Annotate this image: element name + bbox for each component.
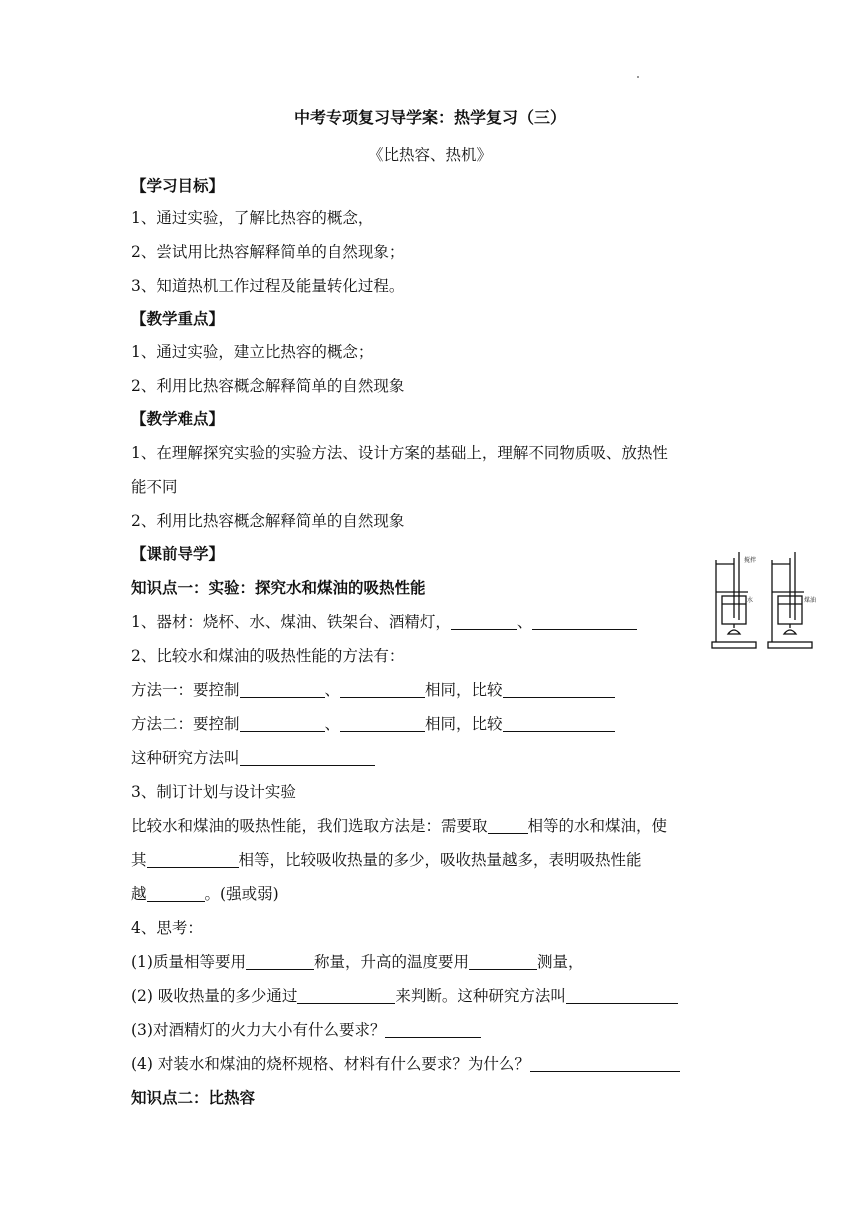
label-water: 水 [747, 597, 754, 604]
materials-line [131, 612, 637, 632]
method-name-blank[interactable] [240, 749, 375, 766]
think-title: 4、思考： [131, 919, 203, 937]
question-4 [131, 1054, 680, 1074]
question-3 [131, 1020, 481, 1040]
plan-text: 相等的水和煤油，使 [527, 817, 668, 835]
method-2-blank-1[interactable] [240, 715, 325, 732]
alcohol-lamp [728, 630, 740, 634]
method-intro: 2、比较水和煤油的吸热性能的方法有： [131, 647, 405, 665]
goal-item: 1、通过实验，了解比热容的概念， [131, 209, 374, 227]
goals-heading: 【学习目标】 [131, 177, 225, 195]
method-1-blank-2[interactable] [340, 681, 425, 698]
method-2-line [131, 714, 615, 734]
question-1 [131, 952, 584, 972]
stand-base [768, 642, 812, 648]
plan-blank-1[interactable] [488, 817, 528, 834]
speck-mark [637, 76, 639, 78]
plan-line-2 [131, 850, 729, 870]
difficulty-item: 1、在理解探究实验的实验方法、设计方案的基础上，理解不同物质吸、放热性 [131, 444, 668, 462]
method-name-prefix: 这种研究方法叫 [131, 749, 240, 767]
page-subtitle: 《比热容、热机》 [367, 146, 492, 164]
method-2-blank-2[interactable] [340, 715, 425, 732]
difficulties-heading: 【教学难点】 [131, 410, 225, 428]
plan-text: 比较水和煤油的吸热性能，我们选取方法是：需要取 [131, 817, 488, 835]
question-2 [131, 986, 678, 1006]
preview-heading: 【课前导学】 [131, 545, 225, 563]
difficulty-item: 2、利用比热容概念解释简单的自然现象 [131, 512, 405, 530]
question-text: (2) 吸收热量的多少通过 [131, 987, 298, 1005]
plan-text: 越 [131, 885, 147, 903]
materials-blank-1[interactable] [451, 613, 517, 630]
difficulty-item-cont: 能不同 [131, 478, 178, 496]
question-text: 来判断。这种研究方法叫 [395, 987, 566, 1005]
question-text: 称量，升高的温度要用 [313, 953, 469, 971]
method-1-line [131, 680, 615, 700]
materials-blank-2[interactable] [532, 613, 637, 630]
question-text: (1)质量相等要用 [131, 953, 246, 971]
knowledge-point-1-title: 知识点一：实验：探究水和煤油的吸热性能 [131, 579, 426, 597]
separator: 、 [516, 613, 533, 631]
question-text: (3)对酒精灯的火力大小有什么要求？ [131, 1021, 386, 1039]
question-1-blank-2[interactable] [469, 953, 537, 970]
label-oil: 煤油 [804, 597, 817, 604]
materials-text: 1、器材：烧杯、水、煤油、铁架台、酒精灯， [131, 613, 451, 631]
goal-item: 2、尝试用比热容解释简单的自然现象； [131, 243, 405, 261]
question-1-blank-1[interactable] [246, 953, 314, 970]
method-1-blank-1[interactable] [240, 681, 325, 698]
stand-base [712, 642, 756, 648]
plan-line-3 [131, 884, 279, 904]
separator: 、 [324, 681, 341, 699]
plan-blank-3[interactable] [147, 885, 205, 902]
label-stir: 搅拌 [744, 557, 757, 564]
goal-item: 3、知道热机工作过程及能量转化过程。 [131, 277, 405, 295]
plan-title: 3、制订计划与设计实验 [131, 783, 296, 801]
plan-text: 相等，比较吸收热量的多少，吸收热量越多，表明吸热性能 [238, 851, 642, 869]
apparatus-figure [708, 548, 820, 652]
question-3-blank[interactable] [385, 1021, 481, 1038]
plan-blank-2[interactable] [147, 851, 239, 868]
key-points-heading: 【教学重点】 [131, 310, 225, 328]
plan-text: 其 [131, 851, 147, 869]
method-2-same: 相同，比较 [425, 715, 503, 733]
method-1-blank-3[interactable] [503, 681, 615, 698]
method-name-line [131, 748, 375, 768]
plan-line-1 [131, 816, 729, 836]
question-2-blank-2[interactable] [566, 987, 678, 1004]
method-2-prefix: 方法二：要控制 [131, 715, 240, 733]
key-point-item: 2、利用比热容概念解释简单的自然现象 [131, 377, 405, 395]
question-text: 测量， [536, 953, 584, 971]
method-1-same: 相同，比较 [425, 681, 503, 699]
alcohol-lamp [784, 630, 796, 634]
method-1-prefix: 方法一：要控制 [131, 681, 240, 699]
question-text: (4) 对装水和煤油的烧杯规格、材料有什么要求？为什么？ [131, 1055, 530, 1073]
separator: 、 [324, 715, 341, 733]
knowledge-point-2-title: 知识点二：比热容 [131, 1089, 256, 1107]
page-title: 中考专项复习导学案：热学复习（三） [293, 108, 566, 127]
plan-text: 。(强或弱) [204, 885, 279, 903]
key-point-item: 1、通过实验，建立比热容的概念； [131, 343, 374, 361]
method-2-blank-3[interactable] [503, 715, 615, 732]
question-4-blank[interactable] [530, 1055, 680, 1072]
question-2-blank-1[interactable] [297, 987, 395, 1004]
